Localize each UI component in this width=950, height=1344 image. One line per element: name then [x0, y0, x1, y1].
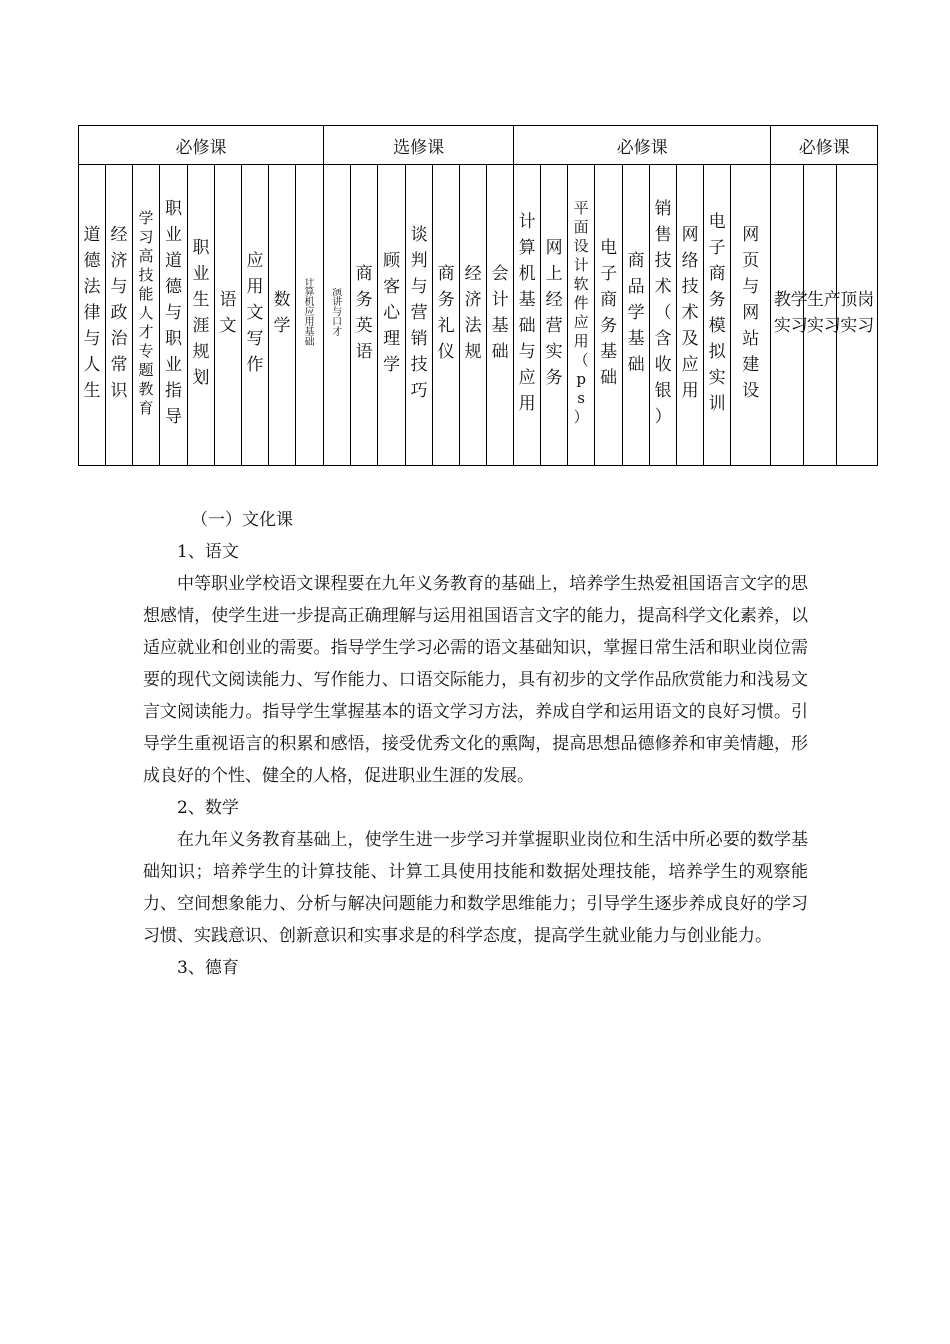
course-cell: [460, 165, 487, 466]
course-name-row: [79, 165, 878, 466]
course-cell: [215, 165, 242, 466]
course-name: 职业道德与职业指导: [165, 199, 182, 427]
course-name: 网上经营实务: [545, 238, 563, 388]
course-name: 电子商务模拟实训: [708, 212, 726, 414]
subsection-title-moral: 3、德育: [177, 958, 239, 978]
course-name: 商务礼仪: [437, 264, 455, 362]
course-cell: [296, 165, 324, 466]
course-name: 生产实习: [806, 290, 841, 336]
course-cell: [79, 165, 106, 466]
course-name: 顾客心理学: [383, 251, 401, 375]
course-name: 经济法规: [464, 264, 482, 362]
course-cell: [704, 165, 731, 466]
course-cell: [351, 165, 378, 466]
group-header-required-2: 必修课: [514, 126, 771, 165]
course-cell: [242, 165, 269, 466]
course-cell: [487, 165, 514, 466]
course-cell: [837, 165, 878, 466]
course-cell: [160, 165, 188, 466]
paragraph-chinese: 中等职业学校语文课程要在九年义务教育的基础上，培养学生热爱祖国语言文字的思想感情，使学生进一步提高正确理解与运用祖国语言文字的能力，提高科学文化素养，以适应就业和创业的需要。指导学生学习必需的语文基础知识，掌握日常生活和职业岗位需要的现代文阅读能力、写作能力、口语交际能力，具有初步的文学作品欣赏能力和浅易文言文阅读能力。指导学生掌握基本的语文学习方法，养成自学和运用语文的良好习惯。引导学生重视语言的积累和感悟，接受优秀文化的熏陶，提高思想品德修养和审美情趣，形成良好的个性、健全的人格，促进职业生涯的发展。: [143, 574, 808, 786]
course-cell: [324, 165, 351, 466]
paragraph-math: 在九年义务教育基础上，使学生进一步学习并掌握职业岗位和生活中所必要的数学基础知识；培养学生的计算技能、计算工具使用技能和数据处理技能，培养学生的观察能力、空间想象能力、分析与解决问题能力和数学思维能力；引导学生逐步养成良好的学习习惯、实践意识、创新意识和实事求是的科学态度，提高学生就业能力与创业能力。: [143, 830, 808, 946]
course-name: 学习高技能人才专题教育: [138, 208, 154, 417]
course-group-row: [79, 126, 878, 165]
course-cell: [378, 165, 406, 466]
course-name: 数学: [273, 290, 291, 336]
course-cell: [595, 165, 623, 466]
course-cell: [650, 165, 677, 466]
course-name: 网络技术及应用: [681, 225, 699, 401]
course-name: 计算机基础与应用: [518, 212, 536, 414]
course-cell: [106, 165, 133, 466]
course-name: 语文: [219, 290, 237, 336]
course-cell: [677, 165, 704, 466]
section-title: （一）文化课: [191, 510, 293, 530]
course-cell: [514, 165, 541, 466]
course-cell: [804, 165, 841, 466]
subsection-title-chinese: 1、语文: [177, 542, 239, 562]
course-name: 演讲与口才: [332, 288, 343, 338]
course-name: 应用文写作: [246, 251, 264, 375]
course-name: 计算机应用基础: [304, 278, 315, 348]
course-name: 谈判与营销技巧: [410, 225, 428, 401]
subsection-title-math: 2、数学: [177, 798, 239, 818]
course-cell: [568, 165, 595, 466]
course-name: 平面设计软件应用（ps）: [573, 199, 589, 426]
course-cell: [771, 165, 808, 466]
course-name: 教学实习: [773, 290, 808, 336]
document-body: [143, 504, 808, 984]
course-name: 会计基础: [491, 264, 509, 362]
group-header-elective: 选修课: [324, 126, 514, 165]
course-name: 经济与政治常识: [110, 225, 128, 401]
course-name: 职业生涯规划: [192, 238, 210, 388]
course-name: 商品学基础: [627, 251, 645, 375]
course-name: 电子商务基础: [600, 238, 618, 388]
course-cell: [433, 165, 460, 466]
course-name: 商务英语: [355, 264, 373, 362]
course-cell: [133, 165, 160, 466]
course-cell: [406, 165, 433, 466]
course-name: 道德法律与人生: [83, 225, 101, 401]
course-name: 销售技术（含收银）: [654, 199, 672, 427]
course-cell: [731, 165, 771, 466]
course-table: [78, 125, 878, 466]
course-cell: [269, 165, 296, 466]
group-header-required-3: 必修课: [771, 126, 878, 165]
course-cell: [188, 165, 215, 466]
course-cell: [541, 165, 568, 466]
course-name: 网页与网站建设: [742, 225, 760, 401]
group-header-required-1: 必修课: [79, 126, 324, 165]
course-cell: [623, 165, 650, 466]
course-name: 顶岗实习: [840, 290, 875, 336]
